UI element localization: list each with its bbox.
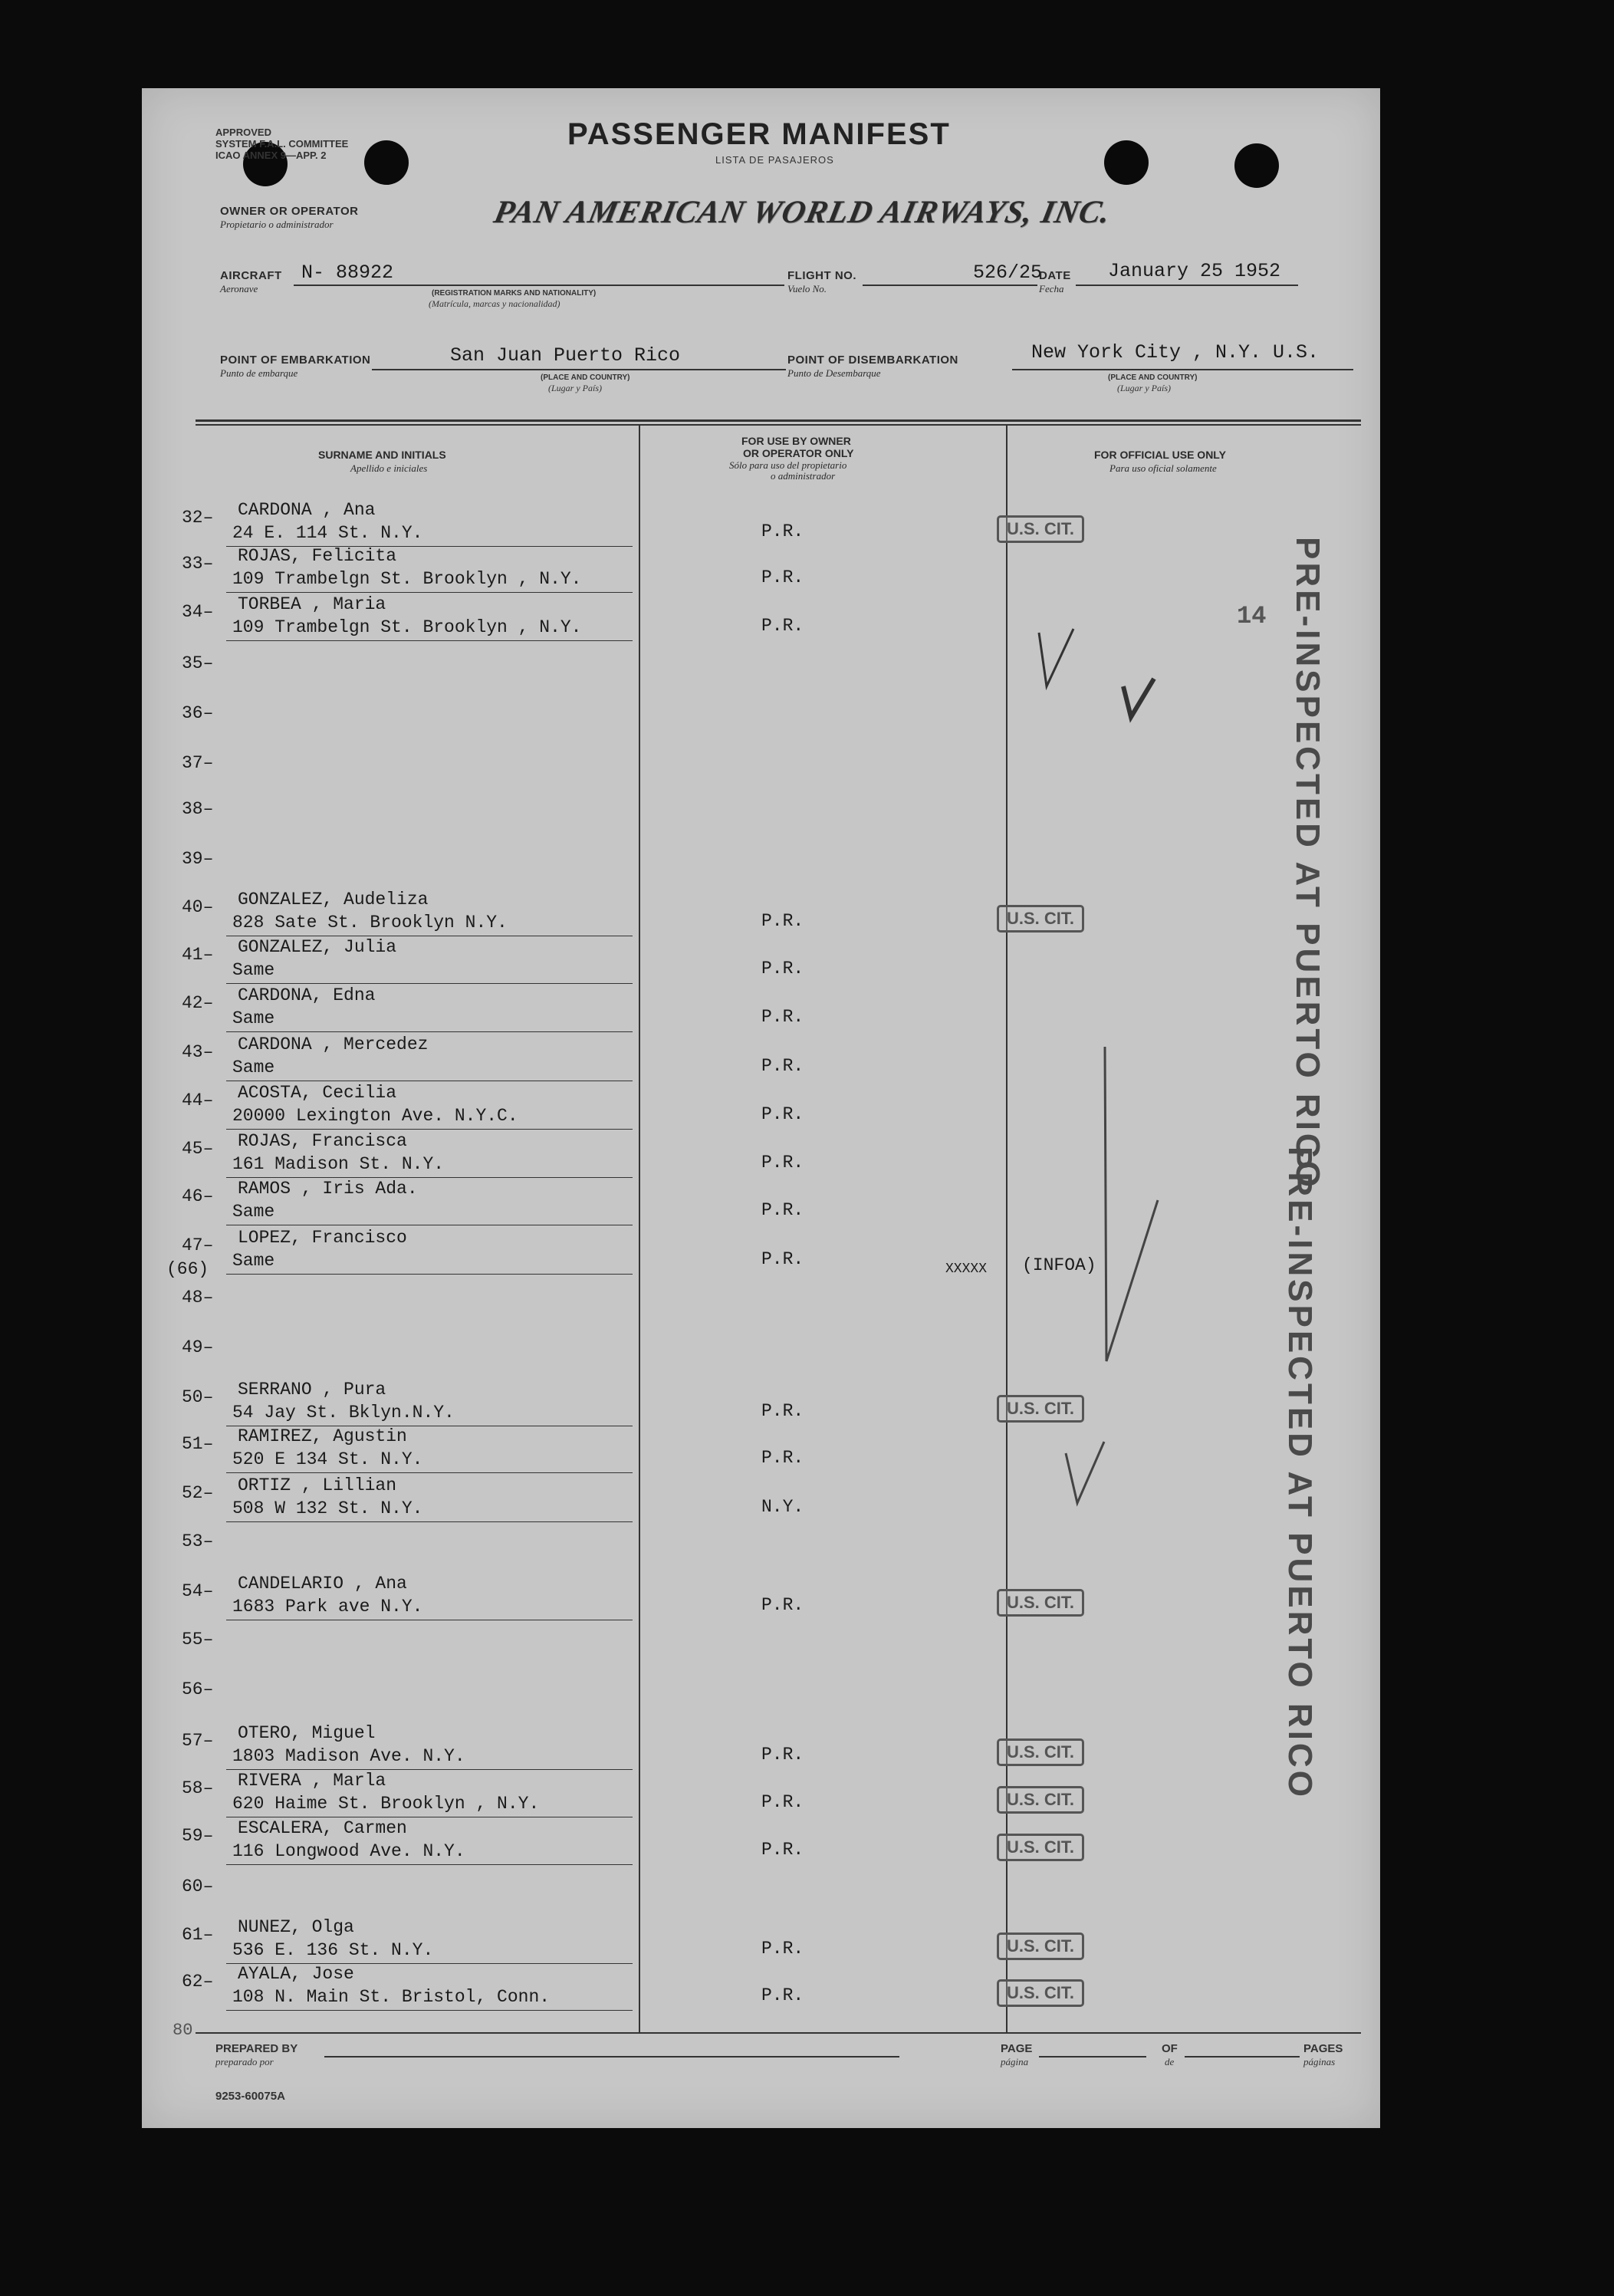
aircraft-value: N- 88922 (301, 262, 394, 284)
us-citizen-stamp: U.S. CIT. (997, 1834, 1084, 1861)
preinspected-stamp-upper: PRE-INSPECTED AT PUERTO RICO (1289, 537, 1326, 1190)
embark-underline (372, 369, 786, 370)
passenger-name: GONZALEZ, Audeliza (238, 890, 429, 910)
embark-place-note-es: (Lugar y País) (548, 383, 602, 393)
operator-note: P.R. (761, 1056, 804, 1076)
address-underline (226, 2010, 633, 2011)
row-number: 37– (182, 753, 214, 773)
row-number: 33– (182, 554, 214, 574)
passenger-address: 828 Sate St. Brooklyn N.Y. (232, 913, 508, 933)
passenger-name: NUNEZ, Olga (238, 1917, 354, 1937)
us-citizen-stamp: U.S. CIT. (997, 1979, 1084, 2007)
date-label: DATE (1039, 269, 1071, 282)
row-47-official-note: (INFOA) (1022, 1255, 1096, 1275)
flight-value: 526/25 (973, 262, 1043, 284)
passenger-address: 24 E. 114 St. N.Y. (232, 523, 423, 543)
row-47-strikeout: XXXXX (945, 1261, 988, 1277)
passenger-name: AYALA, Jose (238, 1964, 354, 1984)
column-header-operator-es: Sólo para uso del propietario (729, 459, 847, 471)
column-header-operator: FOR USE BY OWNER (741, 435, 851, 447)
punch-hole (364, 140, 409, 185)
disembark-label: POINT OF DISEMBARKATION (787, 354, 958, 367)
check-mark (1066, 1442, 1104, 1503)
operator-note: P.R. (761, 1985, 804, 2005)
operator-note: P.R. (761, 1007, 804, 1027)
airline-name: PAN AMERICAN WORLD AIRWAYS, INC. (491, 195, 1114, 230)
column-header-operator-es: o administrador (771, 470, 836, 482)
row-number: 54– (182, 1581, 214, 1601)
column-header-official-es: Para uso oficial solamente (1109, 462, 1217, 474)
passenger-address: Same (232, 1058, 275, 1077)
passenger-address: 108 N. Main St. Bristol, Conn. (232, 1987, 551, 2007)
passenger-address: 620 Haime St. Brooklyn , N.Y. (232, 1794, 540, 1814)
row-number: 48– (182, 1288, 214, 1308)
passenger-name: CARDONA , Mercedez (238, 1035, 429, 1054)
page-label: PAGE (1001, 2042, 1033, 2055)
operator-note: P.R. (761, 1401, 804, 1421)
address-underline (226, 592, 633, 593)
row-number: 51– (182, 1434, 214, 1454)
address-underline (226, 1177, 633, 1178)
operator-note: P.R. (761, 911, 804, 931)
operator-note: P.R. (761, 1595, 804, 1615)
passenger-name: ORTIZ , Lillian (238, 1475, 397, 1495)
row-47-prefix: (66) (166, 1259, 209, 1279)
preinspected-stamp-lower: PRE-INSPECTED AT PUERTO RICO (1281, 1146, 1319, 1800)
prepared-by-label-es: preparado por (215, 2056, 274, 2067)
operator-note: P.R. (761, 616, 804, 636)
column-header-surname-es: Apellido e iniciales (350, 462, 428, 474)
row-number: 46– (182, 1186, 214, 1206)
address-underline (226, 983, 633, 984)
address-underline (226, 1129, 633, 1130)
passenger-name: CARDONA, Edna (238, 985, 376, 1005)
address-underline (226, 1521, 633, 1522)
column-header-operator: OR OPERATOR ONLY (743, 447, 854, 459)
column-header-official: FOR OFFICIAL USE ONLY (1094, 449, 1226, 461)
row-number: 61– (182, 1925, 214, 1945)
date-underline (1076, 285, 1298, 286)
of-underline (1185, 2056, 1300, 2058)
row-number: 58– (182, 1778, 214, 1798)
row-number: 34– (182, 602, 214, 622)
check-mark (1105, 1047, 1158, 1361)
row-number: 39– (182, 849, 214, 869)
flight-underline (863, 285, 1037, 286)
passenger-address: 1803 Madison Ave. N.Y. (232, 1746, 465, 1766)
passenger-name: CANDELARIO , Ana (238, 1574, 407, 1594)
of-label: OF (1162, 2042, 1178, 2055)
operator-note: P.R. (761, 1939, 804, 1959)
aircraft-label: AIRCRAFT (220, 269, 282, 282)
address-underline (226, 1274, 633, 1275)
disembark-place-note: (PLACE AND COUNTRY) (1108, 373, 1198, 382)
approval-line: ICAO ANNEX 9—APP. 2 (215, 150, 327, 161)
us-citizen-stamp: U.S. CIT. (997, 1933, 1084, 1960)
passenger-name: RAMOS , Iris Ada. (238, 1179, 418, 1199)
passenger-name: CARDONA , Ana (238, 500, 376, 520)
date-label-es: Fecha (1039, 283, 1064, 294)
passenger-address: 109 Trambelgn St. Brooklyn , N.Y. (232, 617, 582, 637)
us-citizen-stamp: U.S. CIT. (997, 1786, 1084, 1814)
operator-note: P.R. (761, 1104, 804, 1124)
pages-label: PAGES (1303, 2042, 1343, 2055)
pages-label-es: páginas (1303, 2056, 1336, 2067)
row-number: 47– (182, 1235, 214, 1255)
aircraft-underline (294, 285, 784, 286)
owner-label-es: Propietario o administrador (220, 219, 334, 230)
disembark-underline (1012, 369, 1353, 370)
tally-number: 14 (1237, 602, 1267, 630)
registration-note: (REGISTRATION MARKS AND NATIONALITY) (432, 289, 597, 298)
approval-line: SYSTEM F.A.L. COMMITTEE (215, 138, 349, 150)
passenger-address: Same (232, 960, 275, 980)
form-subtitle: LISTA DE PASAJEROS (715, 154, 834, 166)
row-number: 49– (182, 1337, 214, 1357)
passenger-name: RAMIREZ, Agustin (238, 1426, 407, 1446)
row-number: 36– (182, 703, 214, 723)
row-number: 45– (182, 1139, 214, 1159)
passenger-name: ESCALERA, Carmen (238, 1818, 407, 1838)
passenger-name: RIVERA , Marla (238, 1771, 386, 1791)
us-citizen-stamp: U.S. CIT. (997, 1395, 1084, 1423)
operator-note: P.R. (761, 959, 804, 979)
passenger-address: 20000 Lexington Ave. N.Y.C. (232, 1106, 518, 1126)
embark-place-note: (PLACE AND COUNTRY) (541, 373, 630, 382)
embark-label-es: Punto de embarque (220, 367, 298, 379)
passenger-name: LOPEZ, Francisco (238, 1228, 407, 1248)
passenger-name: ROJAS, Francisca (238, 1131, 407, 1151)
row-number: 53– (182, 1531, 214, 1551)
date-value: January 25 1952 (1108, 260, 1281, 282)
table-top-rule (196, 424, 1361, 426)
address-underline (226, 640, 633, 641)
check-marks (1001, 571, 1307, 1630)
row-number: 55– (182, 1630, 214, 1650)
check-mark (1039, 629, 1073, 686)
passenger-name: ROJAS, Felicita (238, 546, 397, 566)
passenger-name: ACOSTA, Cecilia (238, 1083, 397, 1103)
operator-note: P.R. (761, 1792, 804, 1812)
aircraft-label-es: Aeronave (220, 283, 258, 294)
passenger-address: 116 Longwood Ave. N.Y. (232, 1841, 465, 1861)
passenger-address: Same (232, 1008, 275, 1028)
owner-label: OWNER OR OPERATOR (220, 205, 359, 218)
passenger-address: Same (232, 1202, 275, 1222)
passenger-address: 161 Madison St. N.Y. (232, 1154, 445, 1174)
page-label-es: página (1001, 2056, 1029, 2067)
passenger-address: 508 W 132 St. N.Y. (232, 1498, 423, 1518)
row-number: 38– (182, 799, 214, 819)
embark-value: San Juan Puerto Rico (450, 344, 681, 367)
operator-note: P.R. (761, 1745, 804, 1765)
us-citizen-stamp: U.S. CIT. (997, 1589, 1084, 1617)
punch-hole (1104, 140, 1149, 185)
row-number: 56– (182, 1679, 214, 1699)
us-citizen-stamp: U.S. CIT. (997, 905, 1084, 933)
operator-note: P.R. (761, 567, 804, 587)
passenger-name: GONZALEZ, Julia (238, 937, 397, 957)
table-top-rule (196, 419, 1361, 422)
prepared-by-label: PREPARED BY (215, 2042, 298, 2055)
row-number: 32– (182, 508, 214, 528)
passenger-name: SERRANO , Pura (238, 1380, 386, 1400)
row-number: 59– (182, 1826, 214, 1846)
operator-note: N.Y. (761, 1497, 804, 1517)
row-number: 44– (182, 1090, 214, 1110)
page-underline (1039, 2056, 1146, 2058)
passenger-address: 1683 Park ave N.Y. (232, 1597, 423, 1617)
column-divider (639, 426, 640, 2032)
passenger-address: 54 Jay St. Bklyn.N.Y. (232, 1403, 455, 1423)
operator-note: P.R. (761, 1200, 804, 1220)
operator-note: P.R. (761, 1840, 804, 1860)
punch-hole (1234, 143, 1279, 188)
row-number: 52– (182, 1483, 214, 1503)
column-header-surname: SURNAME AND INITIALS (318, 449, 446, 461)
disembark-value: New York City , N.Y. U.S. (1031, 341, 1320, 363)
flight-label: FLIGHT NO. (787, 269, 856, 282)
form-title: PASSENGER MANIFEST (567, 117, 951, 151)
passenger-address: Same (232, 1251, 275, 1271)
disembark-place-note-es: (Lugar y País) (1117, 383, 1171, 393)
of-label-es: de (1165, 2056, 1175, 2067)
passenger-address: 536 E. 136 St. N.Y. (232, 1940, 434, 1960)
address-underline (226, 1769, 633, 1770)
operator-note: P.R. (761, 521, 804, 541)
flight-label-es: Vuelo No. (787, 283, 827, 294)
manifest-sheet (142, 88, 1380, 2128)
operator-note: P.R. (761, 1249, 804, 1269)
address-underline (226, 1472, 633, 1473)
passenger-name: TORBEA , Maria (238, 594, 386, 614)
check-mark (1123, 679, 1154, 717)
us-citizen-stamp: U.S. CIT. (997, 1738, 1084, 1766)
address-underline (226, 1864, 633, 1865)
prepared-by-underline (324, 2056, 899, 2058)
form-number: 9253-60075A (215, 2090, 285, 2103)
approval-line: APPROVED (215, 127, 271, 138)
operator-note: P.R. (761, 1448, 804, 1468)
embark-label: POINT OF EMBARKATION (220, 354, 371, 367)
row-number: 35– (182, 653, 214, 673)
row-number: 62– (182, 1972, 214, 1992)
row-number: 41– (182, 945, 214, 965)
row-number: 43– (182, 1042, 214, 1062)
registration-note-es: (Matrícula, marcas y nacionalidad) (429, 298, 560, 309)
row-number: 40– (182, 897, 214, 917)
margin-mark: 80 (173, 2021, 193, 2040)
passenger-name: OTERO, Miguel (238, 1723, 376, 1743)
address-underline (226, 1031, 633, 1032)
passenger-address: 520 E 134 St. N.Y. (232, 1449, 423, 1469)
table-bottom-rule (196, 2032, 1361, 2034)
passenger-address: 109 Trambelgn St. Brooklyn , N.Y. (232, 569, 582, 589)
approval-notice (215, 127, 348, 161)
row-number: 50– (182, 1387, 214, 1407)
operator-note: P.R. (761, 1153, 804, 1173)
row-number: 42– (182, 993, 214, 1013)
us-citizen-stamp: U.S. CIT. (997, 515, 1084, 543)
row-number: 60– (182, 1877, 214, 1896)
disembark-label-es: Punto de Desembarque (787, 367, 881, 379)
row-number: 57– (182, 1731, 214, 1751)
